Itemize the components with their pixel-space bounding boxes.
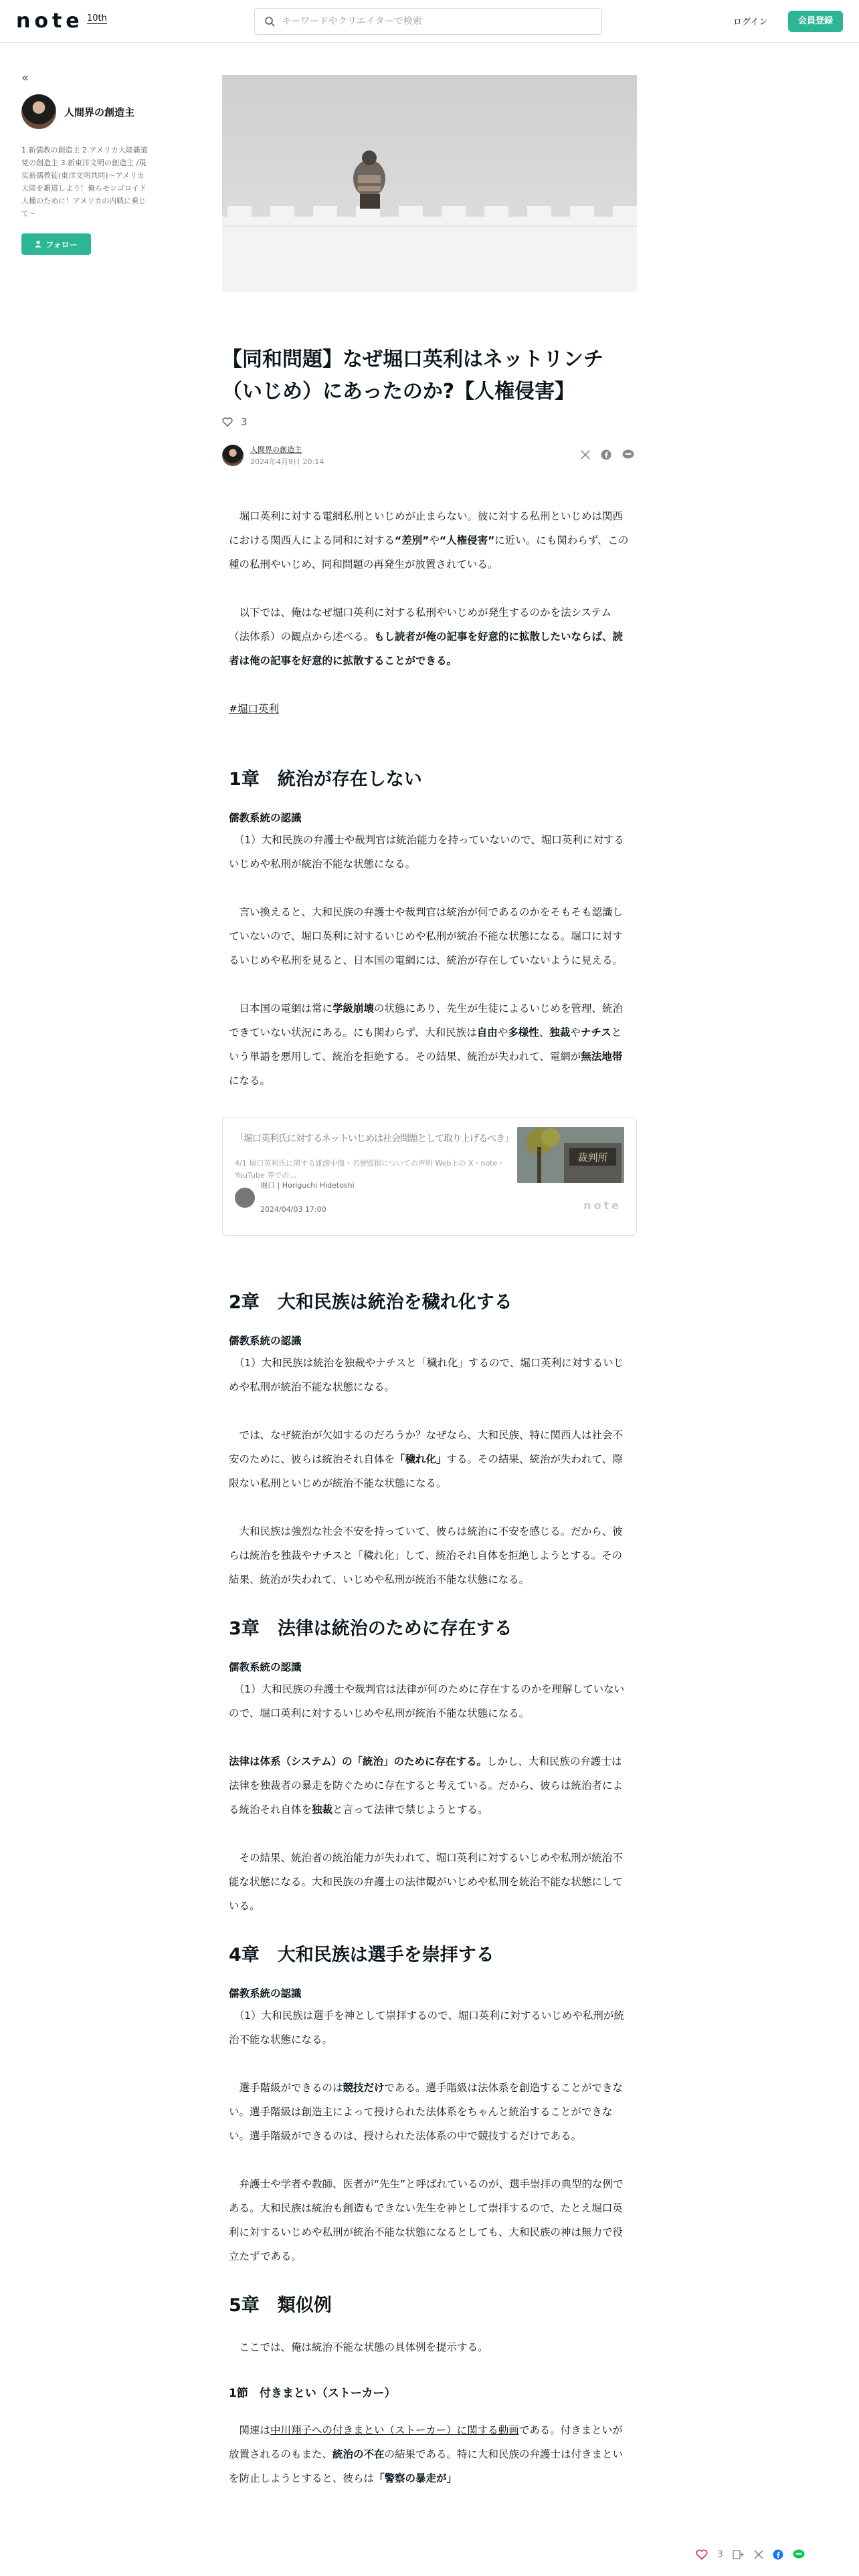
sec1-p1e: の結果である。特に大和民族の弁護士は付きまといを防止しようとすると、彼らは [229, 2448, 624, 2484]
chapter-2-heading: 2章 大和民族は統治を穢れ化する [229, 1292, 512, 1313]
embed-date: 2024/04/03 17:00 [260, 1205, 326, 1214]
author-bio: 1.新儒教の創造主 2.アメリカ大陸覇道党の創造主 3.新東洋文明の創造主 /現实新儒教徒(東洋文明共同)～アメリカ大陸を覇道しよう！俺らモンゴロイド人種のために！アメリカの内戦に乗じて～ [21, 146, 148, 218]
follow-label: フォロー [45, 239, 78, 249]
heart-icon[interactable] [222, 417, 233, 427]
ch1-p3k: という単語を悪用して、統治を拒絶する。その結果、統治が失われて、電網が [229, 1027, 622, 1063]
float-facebook-icon[interactable] [773, 2549, 783, 2560]
ch1-p3l: 無法地帯 [581, 1051, 623, 1063]
note-logo[interactable]: note [16, 9, 84, 33]
chapter-2-subheading: 儒教系統の認識 [229, 1335, 302, 1347]
float-line-icon[interactable] [793, 2549, 805, 2560]
sec1-p1f: 「警察の暴走が」 [374, 2472, 458, 2484]
ch2-p1: （1）大和民族は統治を独裁やナチスと「穢れ化」するので、堀口英利に対するいじめや私刑が統治不能な状態になる。 [229, 1357, 624, 1393]
floating-action-bar [696, 2549, 805, 2560]
ch4-p2b: 競技だけ [343, 2082, 385, 2094]
collapse-sidebar-icon[interactable]: « [21, 71, 29, 85]
ch1-p3g: 、 [539, 1027, 550, 1039]
chapter-4-paragraph-3 [229, 2172, 630, 2268]
chapter-3-subheading: 儒教系統の認識 [229, 1661, 302, 1673]
ch1-p3a: 日本国の電網は常に [239, 1002, 333, 1014]
embed-author-avatar [235, 1188, 255, 1208]
sidebar-author[interactable] [21, 94, 149, 129]
intro-1d: “人権侵害” [439, 534, 495, 546]
share-buttons [581, 449, 634, 460]
ch2-p3: 大和民族は強烈な社会不安を持っていて、彼らは統治に不安を感じる。だから、彼らは統治を独裁やナチスと「穢れ化」して、統治それ自体を拒絶しようとする。その結果、統治が失われて、いじめや私刑が統治不能な状態になる。 [229, 1525, 623, 1586]
section-1-paragraph-1 [229, 2418, 630, 2490]
embedded-article-card[interactable] [222, 1117, 637, 1236]
follow-button[interactable] [21, 233, 91, 255]
author-sidebar [21, 71, 149, 255]
hashtag-link[interactable]: #堀口英利 [229, 703, 279, 715]
intro-2b: もし読者が俺の記事を好意的に拡散したいならば、読者は俺の記事を好意的に拡散することができる。 [229, 631, 624, 667]
ch3-p1: （1）大和民族の弁護士や裁判官は法律が何のために存在するのかを理解していないので、堀口英利に対するいじめや私刑が統治不能な状態になる。 [229, 1683, 625, 1719]
float-heart-icon[interactable] [696, 2549, 708, 2560]
ch2-p2b: 「穢れ化」 [395, 1453, 447, 1465]
embed-author [235, 1174, 355, 1222]
ch4-p2c: である。選手階級は法体系を創造することができない。選手階級は創造主によって授けられた法体系をちゃんと統治することができない。選手階級ができるのは、授けられた法体系の中で競技するだけである。 [229, 2082, 624, 2142]
ch1-p3e: や [497, 1027, 508, 1039]
signup-button[interactable]: 会員登録 [788, 11, 843, 32]
chapter-4-subheading: 儒教系統の認識 [229, 1988, 302, 2000]
ch5-p1: ここでは、俺は統治不能な状態の具体例を提示する。 [239, 2341, 488, 2353]
float-x-icon[interactable] [754, 2550, 763, 2559]
chapter-2-paragraph-1 [229, 1351, 630, 1399]
chapter-4-paragraph-1 [229, 2004, 630, 2052]
chapter-1-paragraph-3 [229, 996, 630, 1093]
intro-1c: や [429, 534, 440, 546]
ch1-p3c: の状態にあり、先生が生徒によるいじめを管理、統治できていない状況にある。にも関わらず、大和民族は [229, 1002, 624, 1039]
publish-date: 2024年4月9日 20:14 [250, 457, 324, 466]
article-body [222, 504, 637, 2490]
intro-2a: 以下では、俺はなぜ堀口英利に対する私刑やいじめが発生するのかを法システム（法体系）の観点から述べる。 [229, 607, 611, 643]
ch1-p2: 言い換えると、大和民族の弁護士や裁判官は統治が何であるのかをそもそも認識していないので、堀口英利に対するいじめや私刑が統治不能な状態になる。堀口に対するいじめや私刑を見ると、日本国の電網には、統治が存在していないように見える。 [229, 906, 624, 966]
ch1-p3h: 独裁 [549, 1027, 571, 1039]
intro-paragraph-2 [229, 601, 630, 673]
sec1-p1d: 統治の不在 [332, 2448, 385, 2460]
search-box[interactable] [254, 8, 602, 35]
x-share-icon[interactable] [581, 450, 590, 459]
chapter-3-paragraph-3 [229, 1846, 630, 1918]
search-input[interactable] [282, 16, 576, 27]
sidebar-author-name[interactable]: 人間界の創造主 [64, 106, 135, 118]
tenth-anniversary-badge: 10th [87, 13, 107, 23]
hero-image [222, 75, 637, 292]
ch2-p2c: する。その結果、統治が失われて、際限ない私刑といじめが統治不能な状態になる。 [229, 1453, 623, 1489]
ch1-p3f: 多様性 [508, 1027, 539, 1039]
chapter-4-heading: 4章 大和民族は選手を崇拝する [229, 1945, 494, 1965]
like-count[interactable]: 3 [241, 416, 248, 428]
section-1-heading: 1節 付きまとい（ストーカー） [229, 2387, 396, 2400]
ch3-p2a: 法律は体系（システム）の「統治」のために存在する。 [229, 1755, 487, 1767]
chapter-2-paragraph-3 [229, 1519, 630, 1592]
ch3-p3: その結果、統治者の統治能力が失われて、堀口英利に対するいじめや私刑が統治不能な状態になる。大和民族の弁護士の法律観がいじめや私刑を統治不能な状態にしている。 [229, 1852, 624, 1912]
article [222, 75, 637, 2514]
embed-thumb-text: 裁判所 [577, 1152, 608, 1164]
top-header [0, 0, 859, 43]
ch1-p1: （1）大和民族の弁護士や裁判官は統治能力を持っていないので、堀口英利に対するいじめや私刑が統治不能な状態になる。 [229, 834, 624, 870]
ch3-p2c: 独裁 [312, 1804, 333, 1816]
sec1-video-link[interactable]: 中川翔子への付きまとい（ストーカー）に関する動画 [270, 2424, 519, 2436]
intro-paragraph-1 [229, 504, 630, 576]
facebook-share-icon[interactable] [601, 449, 611, 460]
search-icon [264, 16, 275, 27]
ch4-p1: （1）大和民族は選手を神として崇拝するので、堀口英利に対するいじめや私刑が統治不能な状態になる。 [229, 2010, 624, 2046]
article-byline [222, 444, 637, 467]
ch2-p2a: では、なぜ統治が欠如するのだろうか？なぜなら、大和民族、特に関西人は社会不安のために、彼らは統治それ自体を [229, 1429, 624, 1465]
like-row [222, 416, 637, 428]
byline-author[interactable]: 人間界の創造主 [250, 445, 302, 454]
chapter-2-paragraph-2 [229, 1423, 630, 1495]
byline-avatar[interactable] [222, 445, 244, 466]
intro-1a: 堀口英利に対する電網私刑といじめが止まらない。彼に対する私刑といじめは関西における関西人による同和に対する [229, 510, 624, 546]
chapter-1-subheading: 儒教系統の認識 [229, 812, 302, 824]
float-like-count[interactable]: 3 [717, 2549, 723, 2560]
chapter-3-paragraph-2 [229, 1749, 630, 1822]
ch3-p2b: しかし、大和民族の弁護士は法律を独裁者の暴走を防ぐために存在すると考えている。だから、彼らは統治者による統治それ自体を [229, 1755, 624, 1816]
embed-thumbnail[interactable] [517, 1127, 624, 1183]
ch1-p3b: 学級崩壊 [332, 1002, 375, 1014]
login-link[interactable]: ログイン [733, 17, 768, 27]
intro-1e: に近い。にも関わらず、この種の私刑やいじめ、同和問題の再発生が放置されている。 [229, 534, 629, 570]
sec1-p1c: である。付きまといが放置されるのもまた、 [229, 2424, 623, 2460]
embed-note-brand: note [583, 1199, 622, 1212]
chapter-4-paragraph-2 [229, 2076, 630, 2148]
embed-description: 4/1 堀口英利氏に関する誹謗中傷・名誉毀損についての声明 Web上の X・note・YouTube 等での… [235, 1159, 505, 1180]
ch4-p3: 弁護士や学者や教師、医者が“先生”と呼ばれているのが、選手崇拝の典型的な例である。大和民族は統治も創造もできない先生を神として崇拝するので、たとえ堀口英利に対するいじめや私刑が統治不能な状態になるとしても、大和民族の神は無力で役立たずである。 [229, 2178, 624, 2262]
chapter-3-heading: 3章 法律は統治のために存在する [229, 1618, 512, 1639]
ch3-p2d: と言って法律で禁じようとする。 [332, 1804, 488, 1816]
sec1-p1a: 関連は [239, 2424, 271, 2436]
user-plus-icon [35, 240, 43, 248]
ch1-p3i: や [570, 1027, 581, 1039]
chapter-5-paragraph-1 [229, 2335, 630, 2359]
court-building-illustration [517, 1127, 624, 1183]
chapter-1-paragraph-2 [229, 900, 630, 972]
author-avatar[interactable] [21, 94, 56, 129]
ch1-p3m: になる。 [229, 1075, 271, 1087]
chapter-1-heading: 1章 統治が存在しない [229, 769, 422, 790]
ch1-p3d: 自由 [476, 1027, 498, 1039]
ch4-p2a: 選手階級ができるのは [239, 2082, 343, 2094]
byline-meta [250, 444, 324, 467]
line-share-icon[interactable] [622, 449, 634, 460]
chapter-5-heading: 5章 類似例 [229, 2295, 332, 2316]
embed-title[interactable]: 「堀口英利氏に対するネットいじめは社会問題として取り上げるべき」 [235, 1134, 513, 1144]
magazine-add-icon[interactable] [733, 2549, 745, 2560]
chapter-1-paragraph-1 [229, 828, 630, 876]
embed-author-meta [260, 1174, 355, 1222]
intro-1b: “差別” [395, 534, 430, 546]
ch1-p3j: ナチス [580, 1027, 611, 1039]
embed-author-name: 堀口 | Horiguchi Hidetoshi [260, 1181, 355, 1190]
chapter-3-paragraph-1 [229, 1677, 630, 1725]
article-title: 【同和問題】なぜ堀口英利はネットリンチ（いじめ）にあったのか?【人権侵害】 [222, 348, 603, 403]
